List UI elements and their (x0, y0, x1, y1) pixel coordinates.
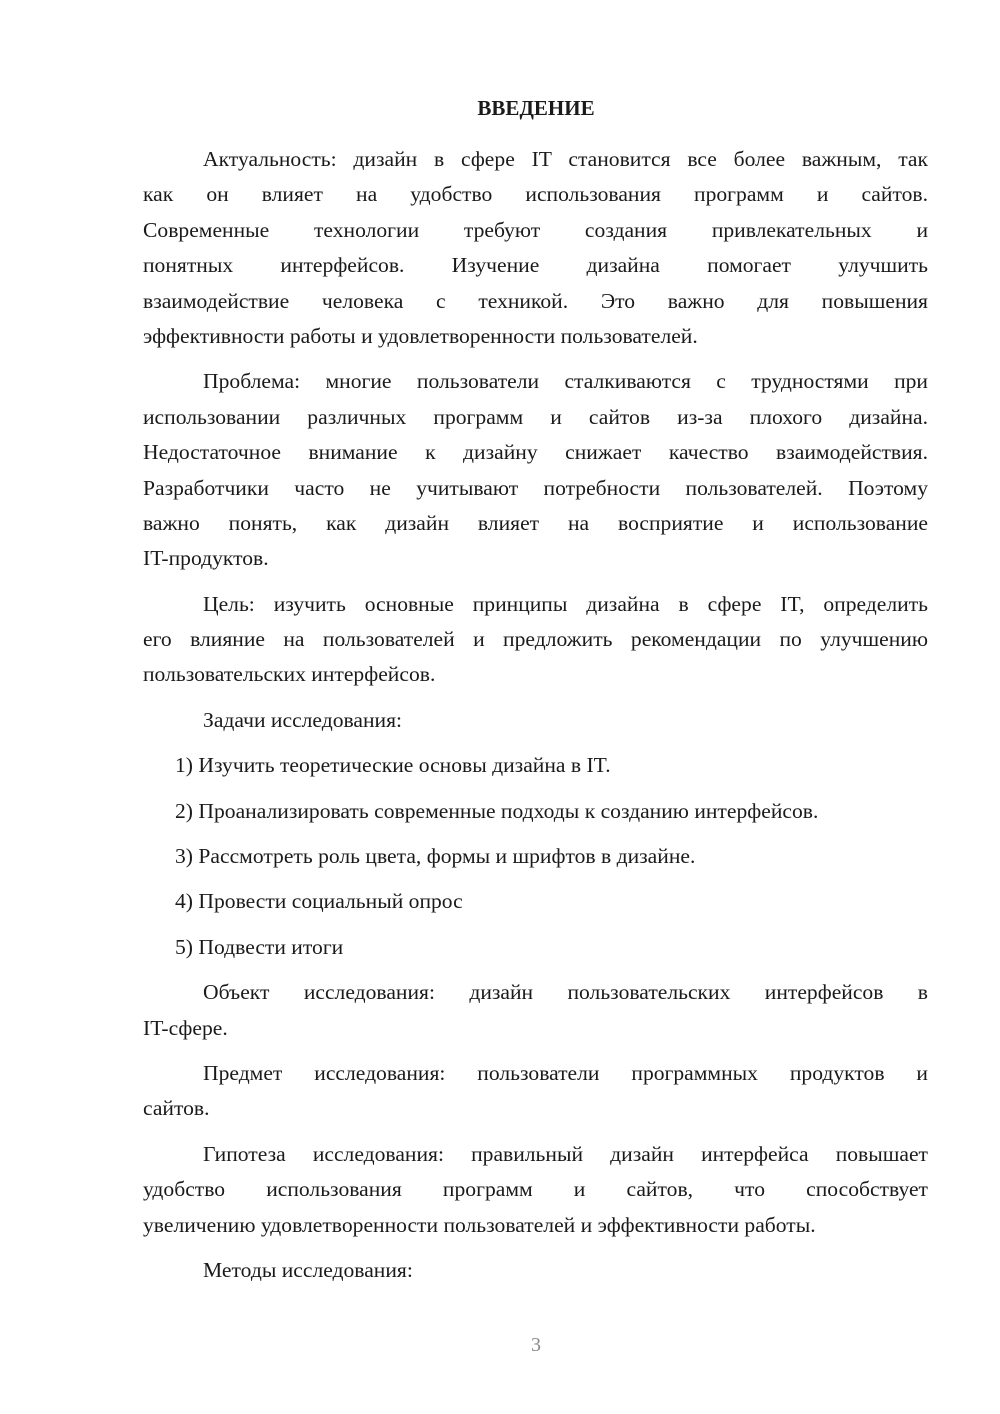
text-line: Современные технологии требуют создания привлекательных и (143, 217, 928, 242)
text-line: 1) Изучить теоретические основы дизайна в IT. (175, 753, 611, 778)
text-line: Объект исследования: дизайн пользовательских интерфейсов в (203, 980, 928, 1005)
text-line: использовании различных программ и сайтов из-за плохого дизайна. (143, 404, 928, 429)
text-line: 4) Провести социальный опрос (175, 889, 463, 914)
text-line: Гипотеза исследования: правильный дизайн интерфейса повышает (203, 1141, 928, 1166)
text-line: Проблема: многие пользователи сталкиваются с трудностями при (203, 369, 928, 394)
page-number: 3 (531, 1334, 541, 1356)
text-line: Актуальность: дизайн в сфере IT становится все более важным, так (203, 147, 928, 171)
paragraph (143, 975, 928, 1046)
text-line: 3) Рассмотреть роль цвета, формы и шрифтов в дизайне. (175, 844, 696, 869)
text-line: важно понять, как дизайн влияет на восприятие и использование (143, 510, 928, 535)
text-line: его влияние на пользователей и предложить рекомендации по улучшению (143, 627, 928, 652)
list-item (143, 930, 928, 965)
paragraph (143, 587, 928, 693)
list-item (143, 794, 928, 829)
list-item (143, 884, 928, 919)
paragraph (143, 1056, 928, 1127)
text-line: взаимодействие человека с техникой. Это важно для повышения (143, 288, 928, 313)
paragraph (143, 703, 928, 738)
text-line: 5) Подвести итоги (175, 934, 344, 959)
document-body (143, 142, 928, 1288)
text-line: сайтов. (143, 1096, 210, 1121)
text-line: 2) Проанализировать современные подходы к созданию интерфейсов. (175, 798, 819, 823)
text-line: удобство использования программ и сайтов, что способствует (143, 1177, 928, 1202)
list-item (143, 839, 928, 874)
page-title: ВВЕДЕНИЕ (477, 96, 595, 120)
paragraph (143, 364, 928, 576)
text-line: Недостаточное внимание к дизайну снижает качество взаимодействия. (143, 440, 928, 465)
text-line: Задачи исследования: (203, 707, 403, 732)
paragraph (143, 142, 928, 354)
text-line: эффективности работы и удовлетворенности пользователей. (143, 323, 698, 348)
text-line: как он влияет на удобство использования программ и сайтов. (143, 182, 928, 207)
text-line: увеличению удовлетворенности пользователей и эффективности работы. (143, 1212, 816, 1237)
list-item (143, 748, 928, 783)
text-line: IT-продуктов. (143, 546, 269, 571)
paragraph (143, 1137, 928, 1243)
text-line: Предмет исследования: пользователи программных продуктов и (203, 1060, 928, 1085)
text-line: IT-сфере. (143, 1015, 228, 1040)
text-line: Цель: изучить основные принципы дизайна в сфере IT, определить (203, 591, 928, 616)
paragraph (143, 1253, 928, 1288)
text-line: пользовательских интерфейсов. (143, 662, 436, 687)
text-line: Разработчики часто не учитывают потребности пользователей. Поэтому (143, 475, 928, 500)
text-line: понятных интерфейсов. Изучение дизайна помогает улучшить (143, 253, 928, 278)
text-line: Методы исследования: (203, 1257, 413, 1282)
